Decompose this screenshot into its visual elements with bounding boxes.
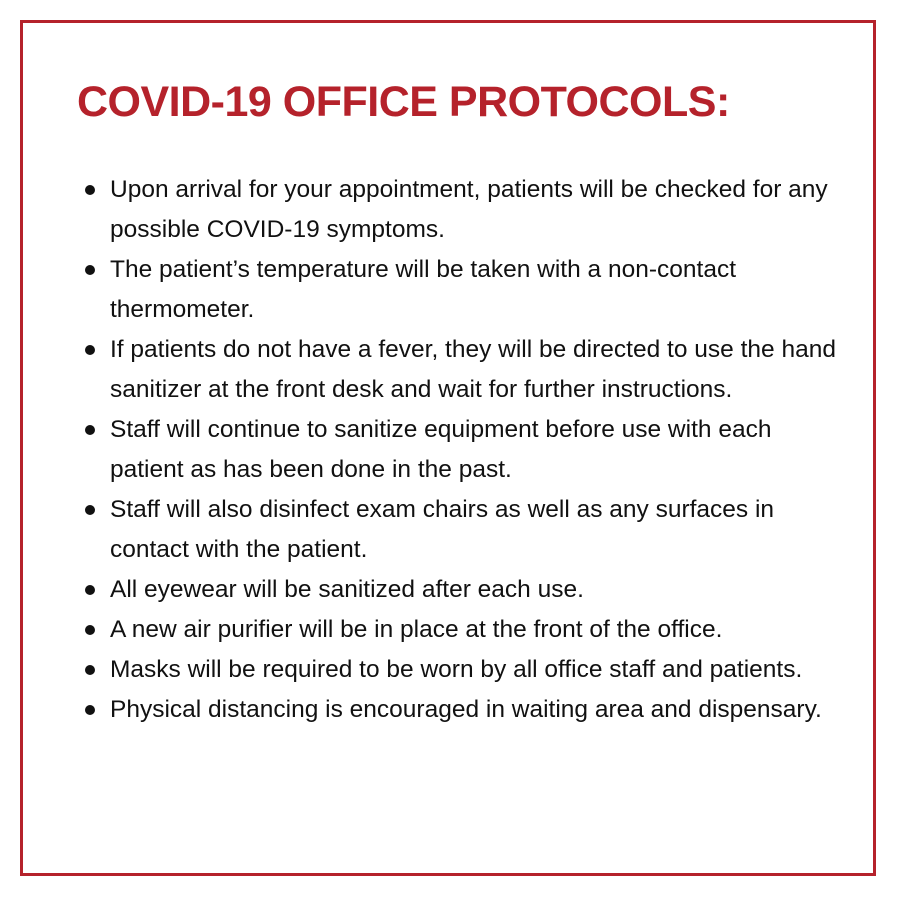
protocol-text: Upon arrival for your appointment, patients will be checked for any possible COVID-19 symptoms. — [110, 176, 828, 243]
protocol-item — [81, 410, 851, 490]
protocol-item — [81, 690, 851, 730]
bullet-icon — [85, 265, 95, 275]
protocol-text: If patients do not have a fever, they will be directed to use the hand sanitizer at the front desk and wait for further instructions. — [110, 336, 836, 403]
protocol-text: Physical distancing is encouraged in waiting area and dispensary. — [110, 696, 822, 723]
bullet-icon — [85, 705, 95, 715]
notice-title: COVID-19 OFFICE PROTOCOLS: — [77, 78, 730, 126]
protocol-item — [81, 650, 851, 690]
protocol-item — [81, 610, 851, 650]
bullet-icon — [85, 665, 95, 675]
bullet-icon — [85, 625, 95, 635]
protocol-list — [81, 170, 851, 730]
protocol-item — [81, 490, 851, 570]
protocol-text: The patient’s temperature will be taken with a non-contact thermometer. — [110, 256, 737, 323]
protocol-text: A new air purifier will be in place at the front of the office. — [110, 616, 723, 643]
bullet-icon — [85, 505, 95, 515]
bullet-icon — [85, 185, 95, 195]
bullet-icon — [85, 345, 95, 355]
protocol-item — [81, 170, 851, 250]
bullet-icon — [85, 585, 95, 595]
protocol-item — [81, 330, 851, 410]
protocol-text: Staff will continue to sanitize equipment before use with each patient as has been done in the past. — [110, 416, 772, 483]
protocol-text: Staff will also disinfect exam chairs as well as any surfaces in contact with the patient. — [110, 496, 775, 563]
notice-frame — [20, 20, 876, 876]
protocol-text: All eyewear will be sanitized after each use. — [110, 576, 584, 603]
protocol-item — [81, 570, 851, 610]
protocol-item — [81, 250, 851, 330]
bullet-icon — [85, 425, 95, 435]
protocol-text: Masks will be required to be worn by all office staff and patients. — [110, 656, 803, 683]
